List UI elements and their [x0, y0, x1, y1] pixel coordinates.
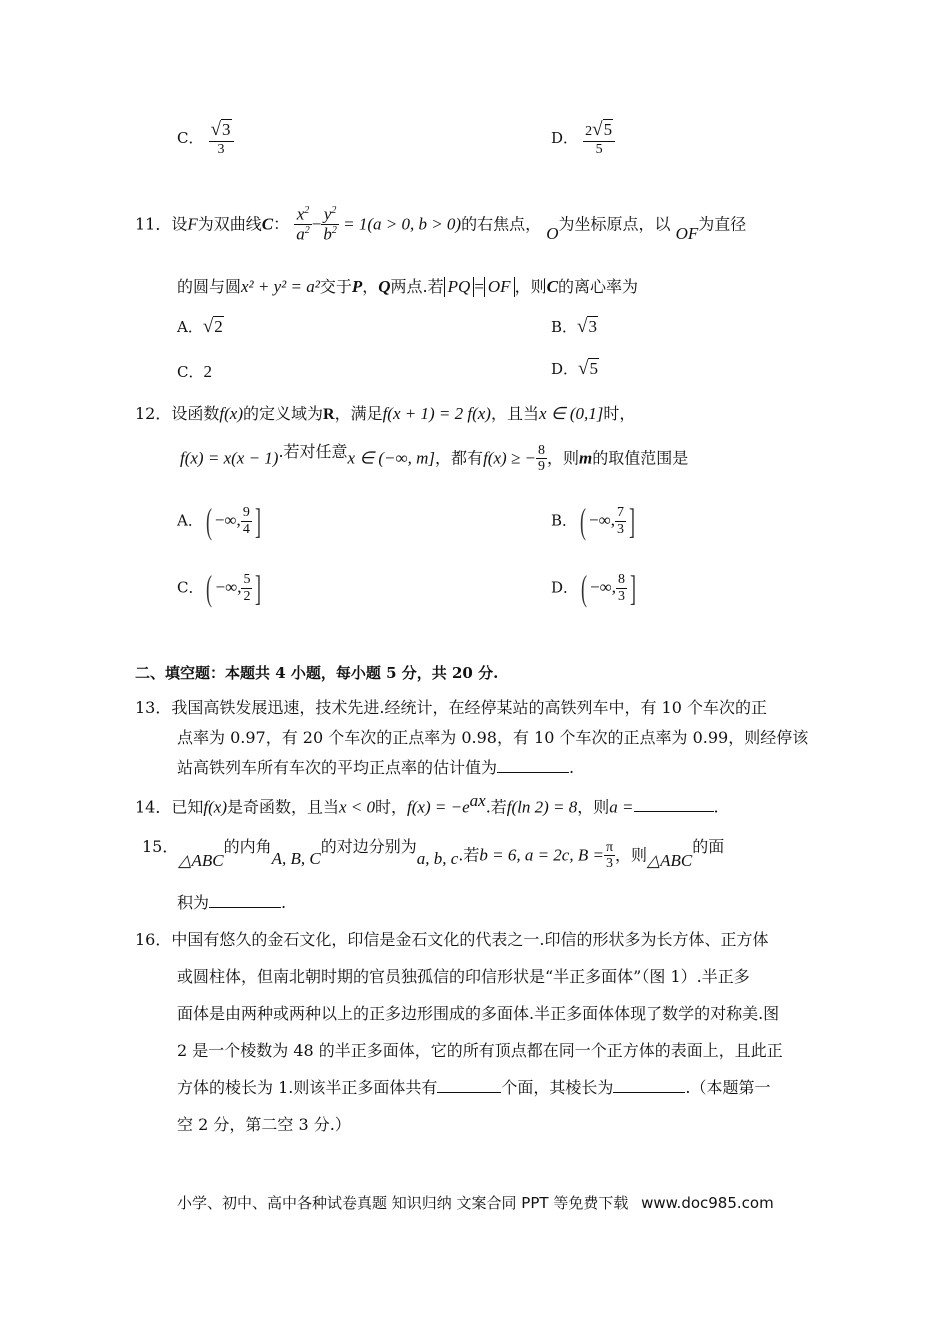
q10-option-c-frac: $\frac{√3}{3}$ — [209, 120, 234, 157]
q16-number: 16． — [135, 930, 172, 949]
q12-option-b: B．( −∞, $\frac{7}{3}$ ] — [551, 501, 635, 541]
q13-answer-blank[interactable] — [497, 772, 569, 773]
q12-line1: 12．设函数f(x)的定义域为R，满足f(x + 1) = 2 f(x)，且当x ∈ (0,1]时， — [135, 404, 636, 423]
q13-line1: 13．我国高铁发展迅速，技术先进.经统计，在经停某站的高铁列车中，有 10 个车次的正 — [135, 698, 767, 717]
q12-option-a: A．( −∞, $\frac{9}{4}$ ] — [177, 501, 261, 541]
q12-line2: f(x) = x(x − 1).若对任意x ∈ (−∞, m]，都有f(x) ≥ − $\frac{8}{9}$ ，则m的取值范围是 — [180, 442, 689, 475]
q16-faces-blank[interactable] — [437, 1092, 501, 1093]
q16-line5: 方体的棱长为 1.则该半正多面体共有 个面，其棱长为 .（本题第一 — [177, 1078, 771, 1097]
q15-answer-blank[interactable] — [209, 907, 281, 908]
q16-line4: 2 是一个棱数为 48 的半正多面体，它的所有顶点都在同一个正方体的表面上，且此正 — [177, 1041, 783, 1060]
q16-line6: 空 2 分，第二空 3 分.） — [177, 1115, 351, 1134]
q11-abs-of: OF — [484, 277, 515, 297]
footer-url[interactable]: www.doc985.com — [641, 1194, 774, 1212]
q16-line1: 16．中国有悠久的金石文化，印信是金石文化的代表之一.印信的形状多为长方体、正方体 — [135, 930, 769, 949]
q11-option-a: A．√2 — [177, 316, 223, 337]
q11-line1: 11．设F为双曲线C： $\frac{x^2}{a^2}$ − $\frac{y^2}{b^2}$ = 1(a > 0, b > 0)的右焦点， O为坐标原点，以 OF为直径 — [135, 204, 747, 244]
q10-option-d-label: D． — [551, 129, 579, 148]
q12-option-c: C．( −∞, $\frac{5}{2}$ ] — [177, 568, 262, 608]
q15-number: 15． — [142, 837, 179, 857]
q11-option-d: D．√5 — [551, 358, 598, 379]
q12-option-d: D．( −∞, $\frac{8}{3}$ ] — [551, 568, 636, 608]
q16-edge-blank[interactable] — [613, 1092, 685, 1093]
q11-eq-rhs: = 1(a > 0, b > 0) — [338, 214, 462, 234]
q16-line2: 或圆柱体，但南北朝时期的官员独孤信的印信形状是“半正多面体”（图 1）.半正多 — [177, 967, 750, 986]
q14-number: 14． — [135, 797, 172, 817]
q15-pi-frac: $\frac{\pi}{3}$ — [605, 840, 614, 872]
q11-x2-a2: $\frac{x^2}{a^2}$ — [296, 204, 310, 244]
footer — [177, 1192, 774, 1213]
q11-line2: 的圆与圆x² + y² = a²交于P，Q两点.若 PQ = OF ，则C的离心率为 — [177, 277, 638, 296]
q14-line: 14．已知f(x)是奇函数，且当x < 0时，$f(x) = -e^{ax}$.若f(ln 2) = 8，则a = . — [135, 791, 719, 817]
q10-option-c-label: C． — [177, 129, 204, 148]
q15-line2: 积为 . — [177, 893, 287, 912]
section2-title: 二、填空题：本题共 4 小题，每小题 5 分，共 20 分. — [135, 664, 499, 682]
q11-circle-eq: x² + y² = a² — [241, 277, 320, 296]
q12-number: 12． — [135, 404, 172, 423]
q16-line3: 面体是由两种或两种以上的正多边形围成的多面体.半正多面体体现了数学的对称美.图 — [177, 1004, 780, 1023]
q11-abs-pq: PQ — [444, 277, 475, 297]
footer-text: 小学、初中、高中各种试卷真题 知识归纳 文案合同 PPT 等免费下载 — [177, 1194, 629, 1212]
q11-option-b: B．√3 — [551, 316, 597, 337]
q14-answer-blank[interactable] — [634, 811, 714, 812]
q11-option-c: C．2 — [177, 362, 212, 381]
q10-option-d — [551, 120, 615, 157]
q13-number: 13． — [135, 698, 172, 717]
q13-line2: 点率为 0.97，有 20 个车次的正点率为 0.98，有 10 个车次的正点率为 0.99，则经停该 — [177, 728, 809, 747]
q12-ineq-frac: $\frac{8}{9}$ — [537, 443, 545, 475]
q13-line3: 站高铁列车所有车次的平均正点率的估计值为 . — [177, 758, 575, 777]
q11-y2-b2: $\frac{y^2}{b^2}$ — [323, 204, 337, 244]
q11-number: 11． — [135, 214, 172, 234]
q10-option-d-frac: $\frac{2√5}{5}$ — [583, 120, 615, 157]
q10-option-c — [177, 120, 234, 157]
q15-line1: 15．△ABC的内角A, B, C的对边分别为a, b, c.若b = 6, a = 2c, B = $\frac{\pi}{3}$ ，则△ABC的面 — [142, 837, 725, 872]
